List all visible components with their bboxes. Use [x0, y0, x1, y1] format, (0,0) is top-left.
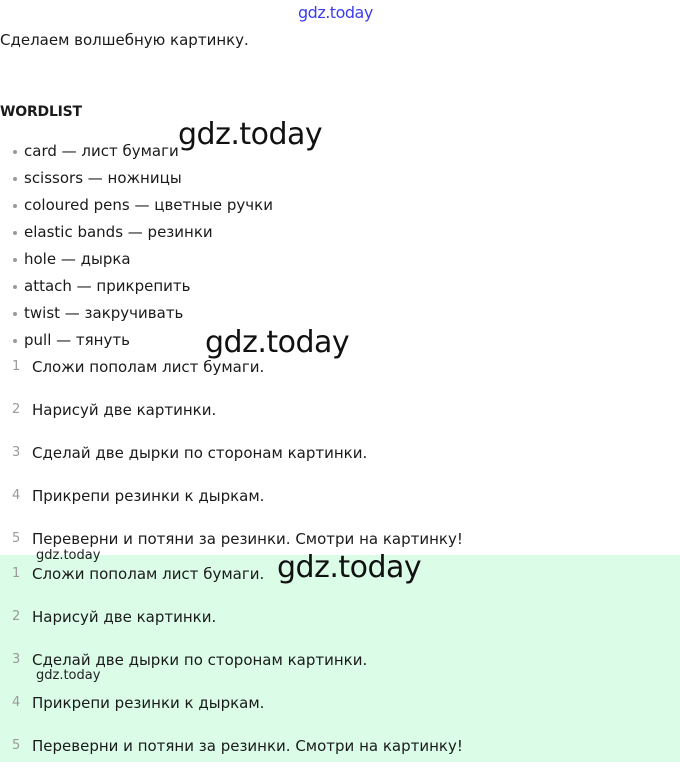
list-item	[0, 248, 273, 275]
wordlist-entry: coloured pens — цветные ручки	[24, 196, 273, 214]
wordlist-entry: card — лист бумаги	[24, 142, 179, 160]
bullet-icon	[13, 204, 17, 208]
step-item	[0, 442, 463, 485]
watermark-mid-1: gdz.today	[178, 117, 323, 152]
step-text: Сложи пополам лист бумаги.	[32, 358, 265, 376]
step-text: Сложи пополам лист бумаги.	[32, 565, 265, 583]
wordlist-title: WORDLIST	[0, 104, 82, 120]
step-text: Прикрепи резинки к дыркам.	[32, 694, 265, 712]
step-number: 2	[12, 609, 21, 624]
step-text: Нарисуй две картинки.	[32, 608, 217, 626]
step-text: Сделай две дырки по сторонам картинки.	[32, 444, 368, 462]
wordlist-entry: hole — дырка	[24, 250, 131, 268]
step-item	[0, 606, 463, 649]
wordlist-entry: pull — тянуть	[24, 331, 130, 349]
watermark-small-1: gdz.today	[36, 548, 101, 563]
step-number: 4	[12, 695, 21, 710]
watermark-mid-3: gdz.today	[277, 550, 422, 585]
wordlist	[0, 140, 273, 356]
bullet-icon	[13, 177, 17, 181]
step-number: 1	[12, 566, 21, 581]
step-text: Переверни и потяни за резинки. Смотри на картинку!	[32, 737, 463, 755]
watermark-small-2: gdz.today	[36, 668, 101, 683]
intro-text: Сделаем волшебную картинку.	[0, 31, 249, 49]
wordlist-entry: elastic bands — резинки	[24, 223, 213, 241]
list-item	[0, 194, 273, 221]
step-number: 3	[12, 652, 21, 667]
step-item	[0, 485, 463, 528]
step-number: 2	[12, 402, 21, 417]
step-text: Переверни и потяни за резинки. Смотри на картинку!	[32, 530, 463, 548]
step-number: 5	[12, 738, 21, 753]
list-item	[0, 167, 273, 194]
list-item	[0, 275, 273, 302]
bullet-icon	[13, 312, 17, 316]
wordlist-entry: twist — закручивать	[24, 304, 184, 322]
bullet-icon	[13, 285, 17, 289]
list-item	[0, 221, 273, 248]
watermark-mid-2: gdz.today	[205, 325, 350, 360]
steps-list	[0, 356, 463, 571]
step-text: Прикрепи резинки к дыркам.	[32, 487, 265, 505]
wordlist-entry: attach — прикрепить	[24, 277, 191, 295]
step-number: 1	[12, 359, 21, 374]
bullet-icon	[13, 150, 17, 154]
bullet-icon	[13, 231, 17, 235]
wordlist-entry: scissors — ножницы	[24, 169, 182, 187]
step-item	[0, 399, 463, 442]
bullet-icon	[13, 258, 17, 262]
step-number: 4	[12, 488, 21, 503]
step-text: Сделай две дырки по сторонам картинки.	[32, 651, 368, 669]
step-number: 3	[12, 445, 21, 460]
step-item	[0, 692, 463, 735]
step-number: 5	[12, 531, 21, 546]
step-item	[0, 735, 463, 778]
watermark-top: gdz.today	[298, 3, 373, 22]
bullet-icon	[13, 339, 17, 343]
step-item	[0, 356, 463, 399]
step-text: Нарисуй две картинки.	[32, 401, 217, 419]
